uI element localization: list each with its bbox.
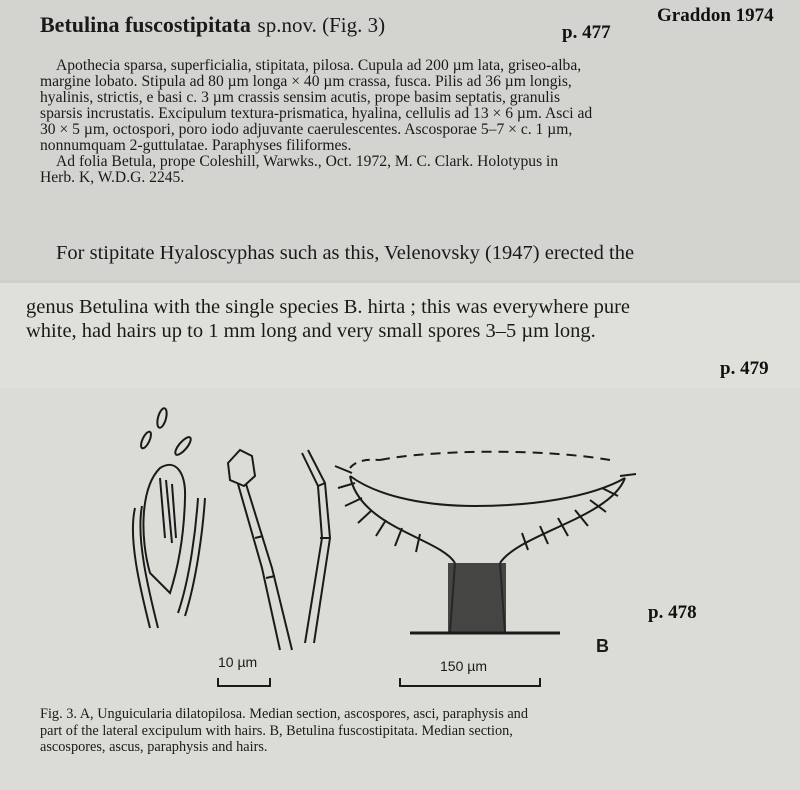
- scale-bar-large: [400, 678, 540, 686]
- diagnosis-line: hyalinis, strictis, e basi c. 3 µm crassis sensim acutis, prope basim septatis, granulis: [40, 89, 561, 106]
- paraphysis-drawing: [133, 506, 158, 628]
- ascospore-drawing: [139, 430, 153, 449]
- species-heading: [40, 12, 385, 38]
- apothecium-disc-drawing: [350, 476, 625, 506]
- figure-panel-letter: B: [596, 636, 609, 656]
- author-year-note: Graddon 1974: [657, 5, 774, 26]
- diagnosis-line: 30 × 5 µm, octospori, poro iodo adjuvante caerulescentes. Ascosporae 5–7 × c. 1 µm,: [40, 121, 573, 138]
- ascospore-drawing: [173, 435, 193, 457]
- caption-line: Fig. 3. A, Unguicularia dilatopilosa. Median section, ascospores, asci, paraphysis and: [40, 706, 528, 722]
- discussion-line: For stipitate Hyaloscyphas such as this, Velenovsky (1947) erected the: [56, 242, 635, 264]
- scale-label-small: 10 µm: [218, 654, 258, 670]
- ascospore-drawing: [156, 407, 169, 428]
- specimen-line: Herb. K, W.D.G. 2245.: [40, 169, 185, 186]
- species-status: sp.nov. (Fig. 3): [257, 13, 386, 37]
- discussion-line: white, had hairs up to 1 mm long and very small spores 3–5 µm long.: [26, 320, 596, 342]
- specimen-line: Ad folia Betula, prope Coleshill, Warwks., Oct. 1972, M. C. Clark. Holotypus in: [56, 153, 559, 170]
- scale-label-large: 150 µm: [440, 658, 487, 674]
- figure-3-drawing: [0, 388, 800, 708]
- latin-diagnosis: [40, 58, 760, 186]
- discussion-line: genus Betulina with the single species B. hirta ; this was everywhere pure: [26, 296, 631, 318]
- diagnosis-line: Apothecia sparsa, superficialia, stipitata, pilosa. Cupula ad 200 µm lata, griseo-alba,: [56, 57, 582, 74]
- diagnosis-line: sparsis incrustatis. Excipulum textura-prismatica, hyalina, cellulis ad 13 × 6 µm. Asci ad: [40, 105, 593, 122]
- figure-caption: [40, 706, 528, 756]
- diagnosis-line: nonnumquam 2-guttulatae. Paraphyses filiformes.: [40, 137, 352, 154]
- caption-line: ascospores, ascus, paraphysis and hairs.: [40, 739, 268, 755]
- page-number-479: p. 479: [720, 358, 769, 379]
- scale-bar-small: [218, 678, 270, 686]
- apothecium-surface-dashed: [380, 452, 610, 460]
- caption-line: part of the lateral excipulum with hairs. B, Betulina fuscostipitata. Median section,: [40, 722, 513, 739]
- diagnosis-line: margine lobato. Stipula ad 80 µm longa × 40 µm crassa, fusca. Pilis ad 36 µm longis,: [40, 73, 572, 90]
- hair-apex-drawing: [228, 450, 255, 486]
- hair-drawing: [302, 450, 330, 643]
- page-number-477: p. 477: [562, 22, 611, 43]
- page-number-478: p. 478: [648, 602, 697, 623]
- species-name: Betulina fuscostipitata: [40, 12, 251, 37]
- hair-drawing: [238, 484, 292, 650]
